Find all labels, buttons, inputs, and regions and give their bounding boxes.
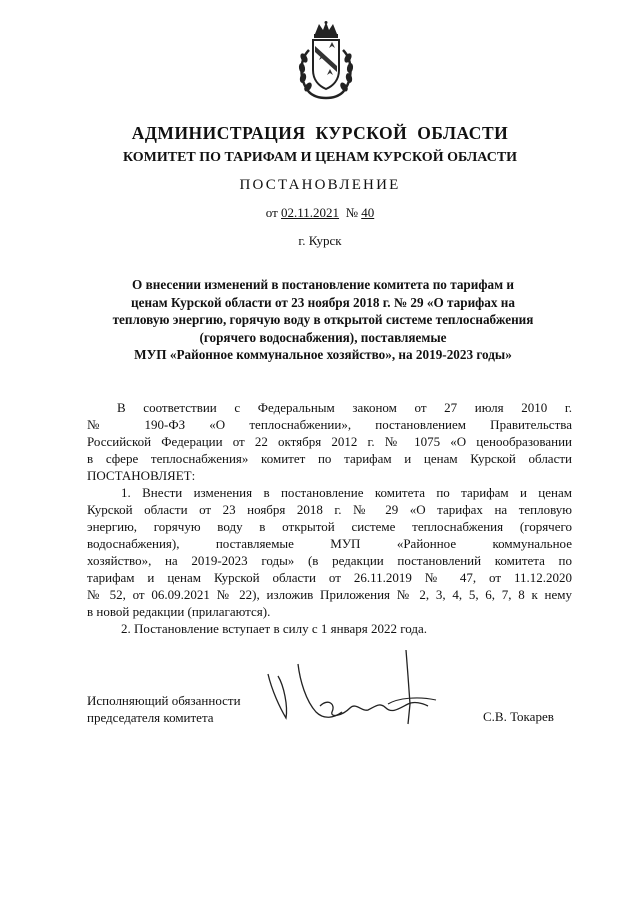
subject-line: тепловую энергию, горячую воду в открытой системе теплоснабжения <box>112 312 534 327</box>
signatory-position-line: Исполняющий обязанности <box>87 693 241 708</box>
organization-title-word: АДМИНИСТРАЦИЯ <box>131 123 306 143</box>
signatory-position-line: председателя комитета <box>87 710 214 725</box>
item2-line: 2. Постановление вступает в силу с 1 января 2022 года. <box>121 621 428 636</box>
signatory-name: С.В. Токарев <box>483 709 554 724</box>
item1-line: Курской области от 23 ноября 2018 г. № 29 «О тарифах на тепловую <box>87 502 572 517</box>
preamble-line: в сфере теплоснабжения» комитет по тарифам и ценам Курской области <box>87 451 572 466</box>
preamble-line: № 190-ФЗ «О теплоснабжении», постановлением Правительства <box>87 417 572 432</box>
organization-title-word: ОБЛАСТИ <box>417 123 509 143</box>
item1-line: в новой редакции (прилагаются). <box>87 604 271 619</box>
organization-title-word: КУРСКОЙ <box>315 123 408 143</box>
committee-title: КОМИТЕТ ПО ТАРИФАМ И ЦЕНАМ КУРСКОЙ ОБЛАСТИ <box>122 150 518 165</box>
document-date-number <box>0 205 640 221</box>
signatory-position <box>87 692 241 726</box>
document-number: 40 <box>361 205 375 220</box>
item1-line: хозяйство», на 2019-2023 годы» (в редакции постановлений комитета по <box>87 553 572 568</box>
document-body <box>87 399 572 637</box>
document-type: ПОСТАНОВЛЕНИЕ <box>239 177 401 193</box>
preamble-line: В соответствии с Федеральным законом от 27 июля 2010 г. <box>117 400 572 415</box>
subject-line: О внесении изменений в постановление комитета по тарифам и <box>132 277 514 292</box>
item1-line: водоснабжения), поставляемые МУП «Районное коммунальное <box>87 536 572 551</box>
subject-line: МУП «Районное коммунальное хозяйство», на 2019-2023 годы» <box>134 347 512 362</box>
preamble-decree-word: ПОСТАНОВЛЯЕТ: <box>87 468 196 483</box>
document-city: г. Курск <box>298 233 342 248</box>
date-prefix: от <box>265 205 278 220</box>
item1-line: № 52, от 06.09.2021 № 22), изложив Приложения № 2, 3, 4, 5, 6, 7, 8 к нему <box>87 587 572 602</box>
number-prefix: № <box>345 205 358 220</box>
organization-title <box>0 123 640 144</box>
handwritten-signature <box>258 646 458 736</box>
item1-line: тарифам и ценам Курской области от 26.11.2019 № 47, от 11.12.2020 <box>87 570 572 585</box>
preamble-line: Российской Федерации от 22 октября 2012 г. № 1075 «О ценообразовании <box>87 434 572 449</box>
item1-line: энергию, горячую воду в открытой системе теплоснабжения (горячего <box>87 519 572 534</box>
item1-line: 1. Внести изменения в постановление комитета по тарифам и ценам <box>121 485 572 500</box>
document-date: 02.11.2021 <box>281 205 340 220</box>
document-subject <box>84 276 562 364</box>
coat-of-arms-icon <box>295 20 357 100</box>
subject-line: ценам Курской области от 23 ноября 2018 г. № 29 «О тарифах на <box>131 294 515 310</box>
subject-line: (горячего водоснабжения), поставляемые <box>199 329 447 345</box>
